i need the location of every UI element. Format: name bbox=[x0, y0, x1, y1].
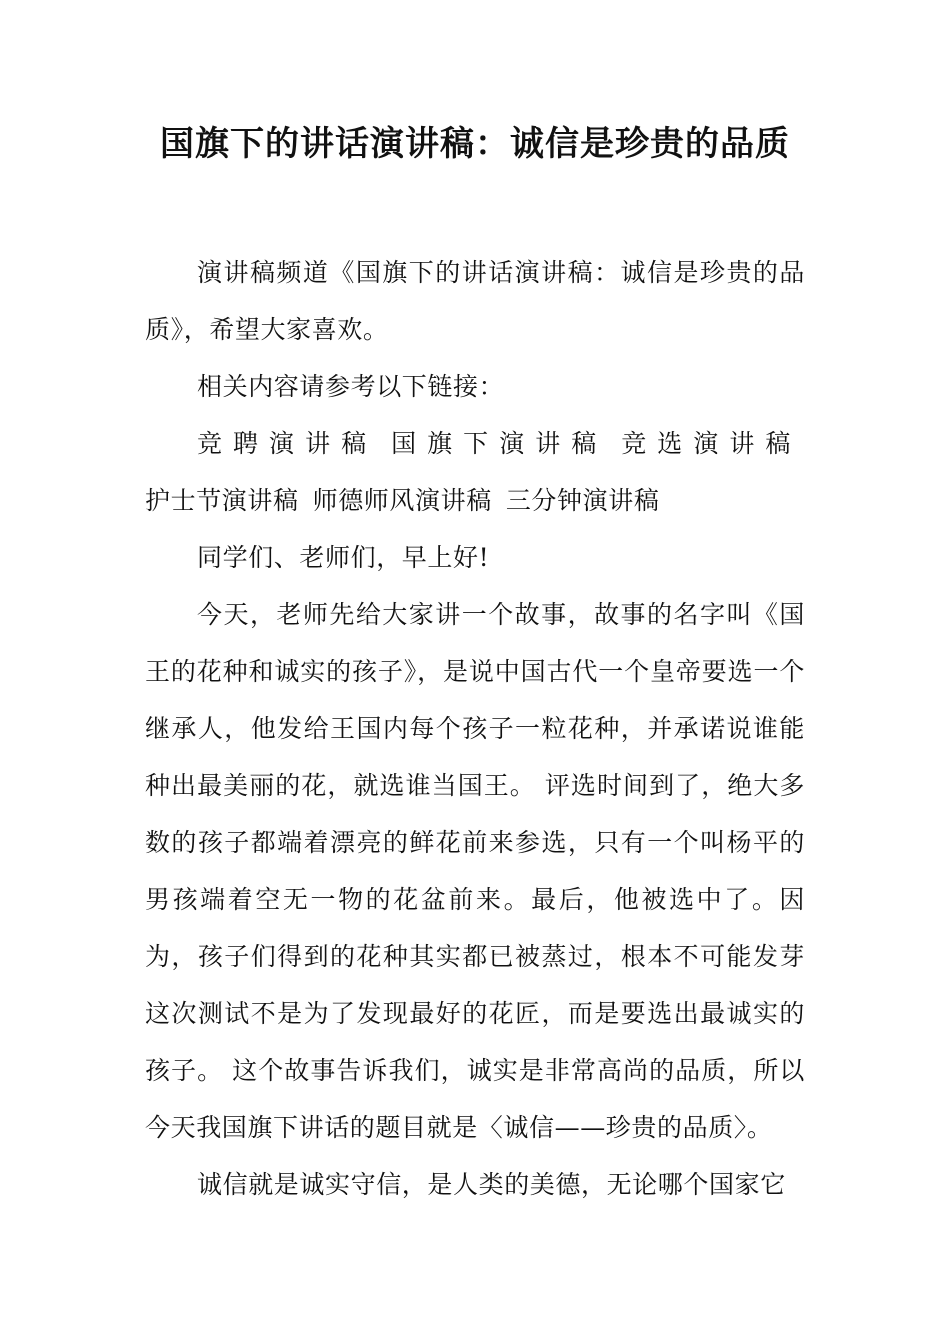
greeting-paragraph: 同学们、老师们，早上好! bbox=[197, 543, 490, 572]
related-link[interactable]: 国旗下演讲稿 bbox=[391, 429, 608, 458]
story-paragraph: 今天，老师先给大家讲一个故事，故事的名字叫《国王的花种和诚实的孩子》，是说中国古代一个皇帝要选一个继承人，他发给王国内每个孩子一粒花种，并承诺说谁能种出最美丽的花，就选谁当国王。 评选时间到了，绝大多数的孩子都端着漂亮的鲜花前来参选，只有一个叫杨平的男孩端着空无一物的花盆前来。最后，他被选中了。因为，孩子们得到的花种其实都已被蒸过，根本不可能发芽这次测试不是为了发现最好的花匠，而是要选出最诚实的孩子。 这个故事告诉我们，诚实是非常高尚的品质，所以今天我国旗下讲话的题目就是〈诚信——珍贵的品质〉。 bbox=[145, 600, 805, 1142]
related-link[interactable]: 师德师风演讲稿 bbox=[312, 486, 492, 515]
related-link[interactable]: 竞选演讲稿 bbox=[621, 429, 791, 458]
document-title: 国旗下的讲话演讲稿：诚信是珍贵的品质 bbox=[160, 124, 790, 164]
related-link[interactable]: 三分钟演讲稿 bbox=[505, 486, 660, 515]
closing-paragraph: 诚信就是诚实守信，是人类的美德，无论哪个国家它 bbox=[197, 1170, 786, 1199]
related-label: 相关内容请参考以下链接： bbox=[197, 372, 505, 401]
related-links bbox=[145, 415, 805, 529]
document-body bbox=[145, 244, 805, 1213]
related-link[interactable]: 护士节演讲稿 bbox=[145, 486, 299, 515]
related-link[interactable]: 竞聘演讲稿 bbox=[197, 429, 378, 458]
intro-paragraph: 演讲稿频道《国旗下的讲话演讲稿：诚信是珍贵的品质》，希望大家喜欢。 bbox=[145, 258, 805, 344]
